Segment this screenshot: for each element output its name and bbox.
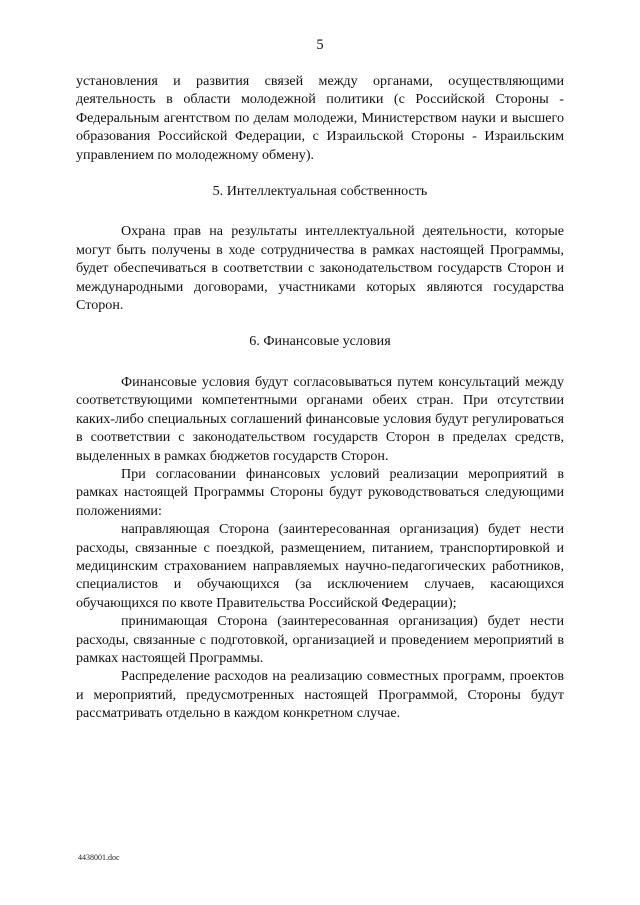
paragraph-receiving-party: принимающая Сторона (заинтересованная организация) будет нести расходы, связанные с подготовкой, организацией и проведением мероприятий в рамках настоящей Программы.: [76, 613, 564, 666]
footer-filename: 4438001.doc: [78, 853, 120, 862]
page-number: 5: [316, 37, 324, 53]
paragraph-financial-principles: При согласовании финансовых условий реализации мероприятий в рамках настоящей Программы Стороны будут руководствоваться следующими положениями:: [76, 465, 564, 519]
paragraph-ip-protection: Охрана прав на результаты интеллектуальной деятельности, которые могут быть получены в ходе сотрудничества в рамках настоящей Программы, будет обеспечиваться в соответствии с законодательством государств Сторон и международными договорами, участниками которых являются государства Сторон.: [76, 223, 564, 314]
paragraph-financial-consultations: Финансовые условия будут согласовываться путем консультаций между соответствующими компетентными органами обеих стран. При отсутствии каких-либо специальных соглашений финансовые условия будут регулироваться в соответствии с законодательством государств Сторон в пределах средств, выделенных в рамках бюджетов государств Сторон.: [76, 373, 564, 464]
paragraph-cost-distribution: Распределение расходов на реализацию совместных программ, проектов и мероприятий, предусмотренных настоящей Программой, Стороны будут рассматривать отдельно в каждом конкретном случае.: [76, 668, 564, 722]
document-body: [76, 72, 564, 723]
section-heading-intellectual-property: 5. Интеллектуальная собственность: [212, 183, 428, 200]
paragraph-continuation: установления и развития связей между органами, осуществляющими деятельность в области молодежной политики (с Российской Стороны - Федеральным агентством по делам молодежи, Министерством науки и высшего образования Российской Федерации, с Израильской Стороны - Израильским управлением по молодежному обмену).: [76, 73, 564, 163]
section-heading-financial-conditions: 6. Финансовые условия: [249, 333, 391, 350]
paragraph-sending-party: направляющая Сторона (заинтересованная организация) будет нести расходы, связанные с поездкой, размещением, питанием, транспортировкой и медицинским страхованием направляемых научно-педагогических работников, специалистов и обучающихся (за исключением случаев, касающихся обучающихся по квоте Правительства Российской Федерации);: [76, 521, 564, 611]
